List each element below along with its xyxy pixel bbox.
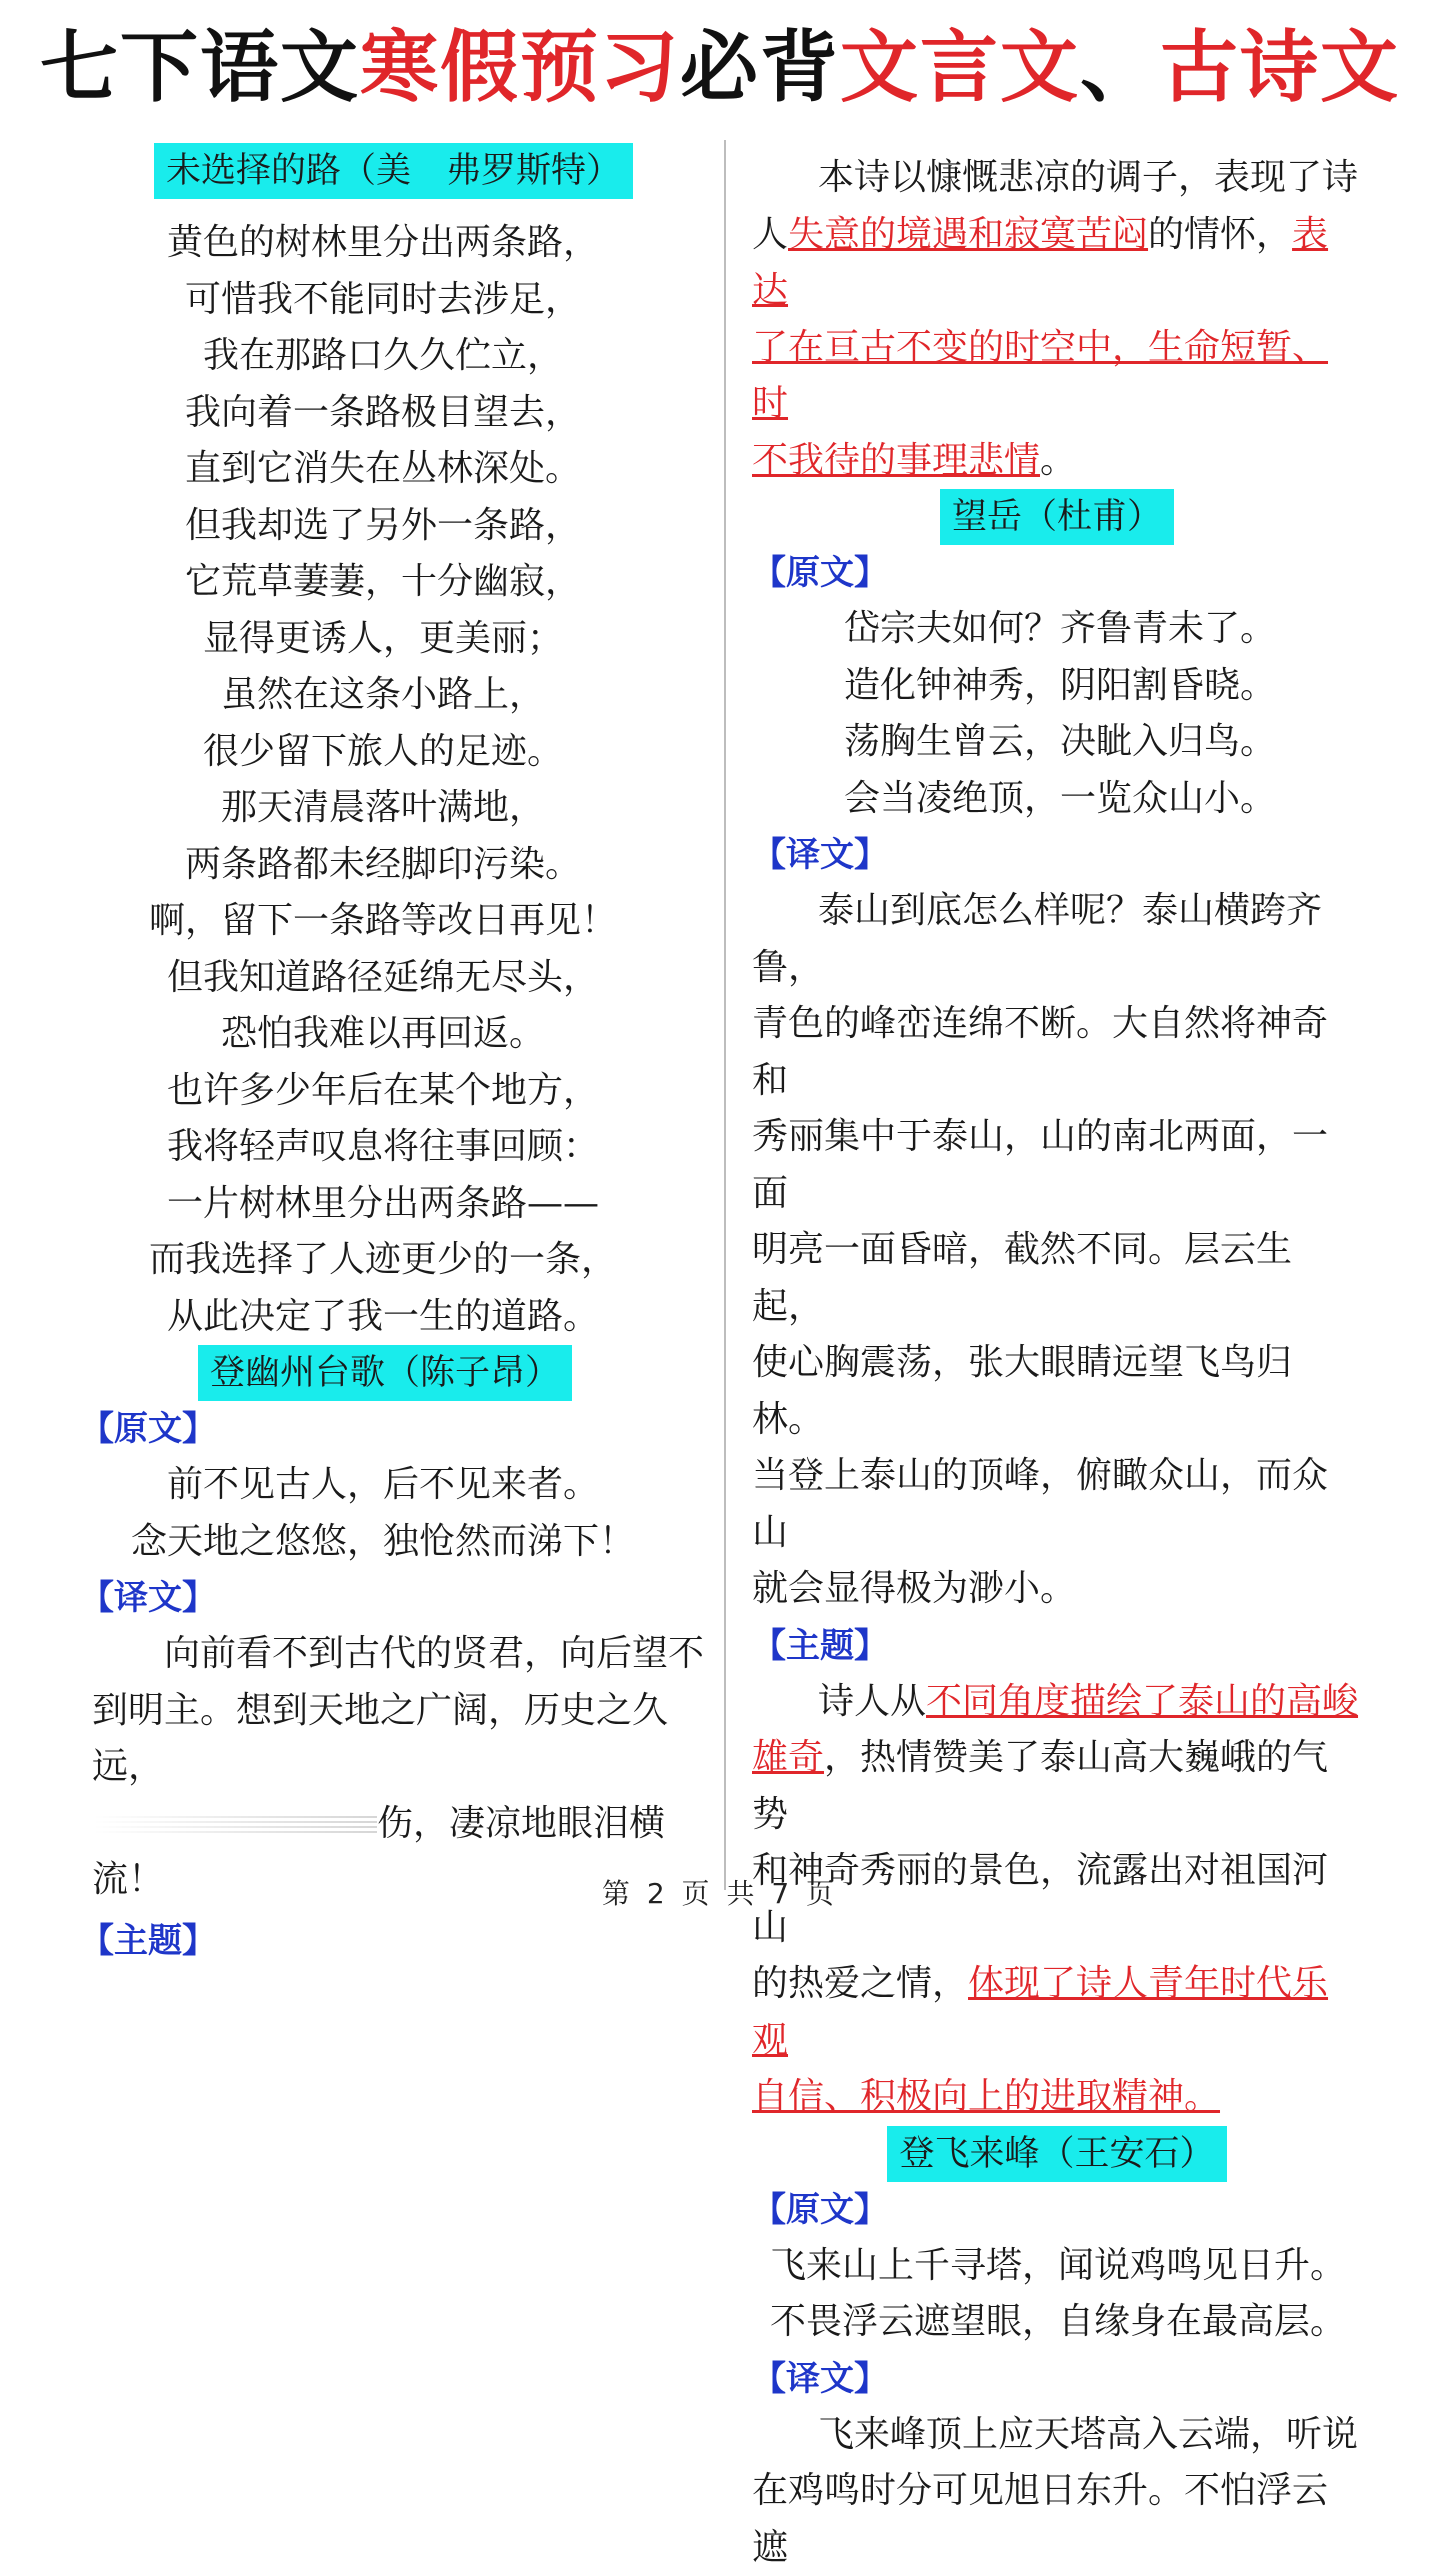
poem3-body — [752, 601, 1362, 827]
theme-highlight-3: 体现了诗人青年时代乐观 — [752, 1963, 1329, 2061]
poem3-line-3: 荡胸生曾云，决眦入归鸟。 — [844, 721, 1277, 762]
theme-line-4 — [752, 1956, 1362, 2069]
right-column — [752, 150, 1362, 2576]
poem1-line-14: 但我知道路径延绵无尽头， — [166, 956, 599, 998]
poem2-line-1: 前不见古人，后不见来者。 — [166, 1464, 599, 1505]
poem2-body — [92, 1457, 714, 1570]
poem1-line-5: 直到它消失在丛林深处。 — [184, 448, 581, 489]
poem1-line-2: 可惜我不能同时去涉足， — [184, 278, 581, 320]
theme-line-5 — [752, 2069, 1362, 2126]
poem3-heading-wrap — [752, 489, 1362, 545]
title-part-2: 寒假预习 — [359, 23, 680, 113]
right-yuanwen-tag: 【原文】 — [752, 553, 888, 593]
poem4-translation-line-2: 在鸡鸣时分可见旭日东升。不怕浮云遮 — [752, 2470, 1329, 2568]
poem2-translation-line-1: 向前看不到古代的贤君，向后望不 — [164, 1633, 705, 1674]
poem3-translation-line-3: 秀丽集中于泰山，山的南北两面，一面 — [752, 1116, 1329, 1214]
poem1-line-19: 而我选择了人迹更少的一条， — [148, 1239, 617, 1280]
poem3-translation-line-6: 当登上泰山的顶峰，俯瞰众山，而众山 — [752, 1455, 1329, 1553]
poem1-heading: 未选择的路（美 弗罗斯特） — [154, 143, 633, 199]
title-part-5: 、 — [1080, 23, 1161, 113]
p1-end: 。 — [1040, 439, 1077, 481]
left-yiwen-tag: 【译文】 — [80, 1578, 216, 1618]
p1-text-b: 人 — [752, 213, 789, 255]
poem1-line-6: 但我却选了另外一条路， — [184, 504, 581, 546]
poem3-line-2: 造化钟神秀，阴阳割昏晓。 — [844, 664, 1277, 706]
right-yiwen-tag: 【译文】 — [752, 835, 888, 875]
column-divider — [724, 140, 726, 1890]
poem4-translation-line-1: 飞来峰顶上应天塔高入云端，听说 — [818, 2413, 1359, 2455]
poem4-line-2: 不畏浮云遮望眼，自缘身在最高层。 — [770, 2301, 1347, 2342]
poem3-translation-line-2: 青色的峰峦连绵不断。大自然将神奇和 — [752, 1003, 1329, 1101]
right-zhuti-tag: 【主题】 — [752, 1625, 888, 1666]
left-yuanwen-tag: 【原文】 — [80, 1409, 216, 1449]
poem1-line-4: 我向着一条路极目望去， — [184, 391, 581, 433]
poem4-body — [752, 2238, 1362, 2351]
theme-line-2 — [752, 1730, 1362, 1843]
poem4-heading-wrap — [752, 2126, 1362, 2182]
poem3-heading: 望岳（杜甫） — [940, 489, 1174, 545]
poem3-translation — [752, 883, 1362, 1618]
poem1-line-16: 也许多少年后在某个地方， — [166, 1069, 599, 1111]
page-footer: 第 2 页 共 7 页 — [601, 1877, 839, 1910]
title-part-1: 七下语文 — [39, 23, 360, 113]
poem1-line-8: 显得更诱人，更美丽； — [202, 617, 563, 659]
left-zhuti-tag: 【主题】 — [80, 1920, 216, 1961]
poem1-heading-wrap — [92, 143, 714, 199]
poem1-line-13: 啊，留下一条路等改日再见！ — [148, 900, 617, 941]
theme-text-a: 诗人从 — [818, 1680, 927, 1722]
p1-highlight-2: 表达 — [752, 213, 1329, 311]
right-yuanwen-tag-2: 【原文】 — [752, 2189, 888, 2230]
poem3-translation-line-5: 使心胸震荡，张大眼睛远望飞鸟归林。 — [752, 1342, 1293, 1440]
poem1-line-3: 我在那路口久久伫立， — [202, 335, 563, 376]
poem2-heading-wrap — [92, 1345, 714, 1401]
poem3-line-1: 岱宗夫如何？齐鲁青未了。 — [844, 608, 1277, 649]
poem3-line-4: 会当凌绝顶，一览众山小。 — [844, 777, 1277, 819]
poem2-line-2: 念天地之悠悠，独怆然而涕下！ — [130, 1520, 635, 1562]
poem2-translation-line-2: 到明主。想到天地之广阔，历史之久远， — [92, 1689, 669, 1787]
theme-highlight-1: 不同角度描绘了泰山的高峻 — [926, 1680, 1359, 1722]
poem1-line-15: 恐怕我难以再回返。 — [220, 1013, 545, 1054]
poem1-line-18: 一片树林里分出两条路—— — [166, 1182, 599, 1224]
poem1-line-1: 黄色的树林里分出两条路， — [166, 222, 599, 263]
theme-line-1 — [752, 1674, 1362, 1731]
right-yiwen-tag-2: 【译文】 — [752, 2358, 888, 2399]
poem1-line-9: 虽然在这条小路上， — [220, 674, 545, 715]
poem3-translation-line-1: 泰山到底怎么样呢？泰山横跨齐鲁， — [752, 890, 1323, 988]
p1-highlight-1: 失意的境遇和寂寞苦闷 — [788, 213, 1149, 255]
title-part-6: 古诗文 — [1160, 23, 1401, 113]
poem3-translation-line-4: 明亮一面昏暗，截然不同。层云生起， — [752, 1229, 1293, 1327]
title-part-4: 文言文 — [840, 23, 1081, 113]
p1-line-1: 本诗以慷慨悲凉的调子，表现了诗 — [818, 157, 1359, 198]
p1-line-4 — [752, 433, 1362, 490]
poem1-line-7: 它荒草萋萋，十分幽寂， — [184, 561, 581, 602]
poem3-translation-line-7: 就会显得极为渺小。 — [752, 1568, 1077, 1609]
left-column — [80, 143, 714, 1969]
theme-text-d: 的热爱之情， — [752, 1963, 969, 2004]
poem1-line-11: 那天清晨落叶满地， — [220, 787, 545, 828]
page-title — [0, 18, 1440, 118]
p1-line-3 — [752, 320, 1362, 433]
p1-highlight-3: 了在亘古不变的时空中，生命短暂、时 — [752, 326, 1329, 424]
theme-highlight-4: 自信、积极向上的进取精神。 — [752, 2076, 1221, 2117]
poem1-body — [92, 215, 714, 1345]
p1-line-2 — [752, 207, 1362, 320]
poem2-translation-line-3-text: 伤，凄凉地眼泪横流！ — [92, 1802, 666, 1900]
poem2-heading: 登幽州台歌（陈子昂） — [198, 1345, 572, 1401]
p1-highlight-4: 不我待的事理悲情 — [752, 439, 1041, 481]
poem4-heading: 登飞来峰（王安石） — [887, 2126, 1226, 2182]
title-part-3: 必背 — [679, 23, 840, 113]
poem1-line-17: 我将轻声叹息将往事回顾： — [166, 1126, 599, 1167]
theme-highlight-2: 雄奇 — [752, 1737, 825, 1778]
poem4-line-1: 飞来山上千寻塔，闻说鸡鸣见日升。 — [770, 2244, 1347, 2286]
p1-text-c: 的情怀， — [1148, 213, 1293, 255]
theme-text-b: ，热情赞美了泰山高大巍峨的气势 — [752, 1737, 1329, 1835]
faded-text-mark — [92, 1816, 377, 1836]
poem1-line-20: 从此决定了我一生的道路。 — [166, 1295, 599, 1337]
theme-line-3: 和神奇秀丽的景色，流露出对祖国河山 — [752, 1850, 1329, 1948]
poem1-line-12: 两条路都未经脚印污染。 — [184, 843, 581, 885]
poem1-line-10: 很少留下旅人的足迹。 — [202, 730, 563, 772]
